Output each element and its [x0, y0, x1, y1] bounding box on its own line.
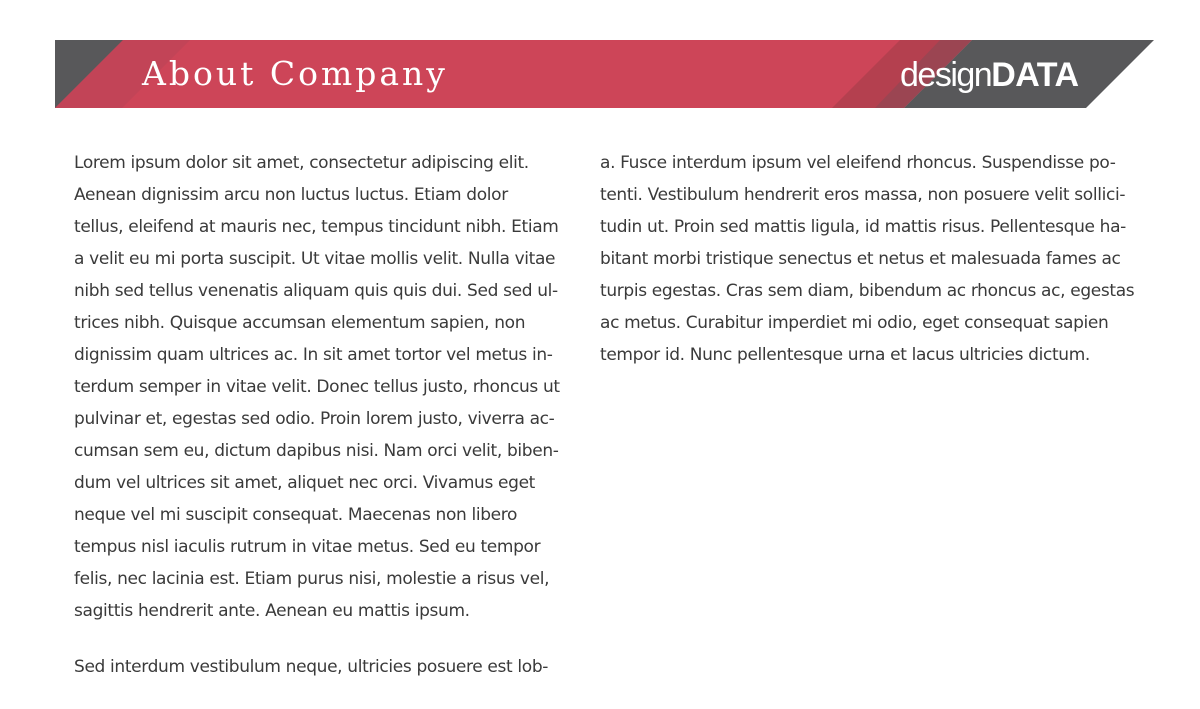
- text-line: sagittis hendrerit ante. Aenean eu mattis ipsum.: [74, 601, 470, 621]
- text-line: tempus nisl iaculis rutrum in vitae metus. Sed eu tempor: [74, 537, 541, 557]
- text-line: trices nibh. Quisque accumsan elementum sapien, non: [74, 313, 526, 333]
- text-line: tenti. Vestibulum hendrerit eros massa, non posuere velit sollici-: [600, 185, 1126, 205]
- page-title: About Company: [142, 54, 448, 93]
- brand-logo: [900, 55, 1079, 95]
- text-line: felis, nec lacinia est. Etiam purus nisi, molestie a risus vel,: [74, 569, 550, 589]
- paragraph-gap: [74, 627, 574, 651]
- text-line: dum vel ultrices sit amet, aliquet nec orci. Vivamus eget: [74, 473, 535, 493]
- text-line: turpis egestas. Cras sem diam, bibendum ac rhoncus ac, egestas: [600, 281, 1135, 301]
- left-paragraph-2: [74, 651, 574, 683]
- text-line: tudin ut. Proin sed mattis ligula, id mattis risus. Pellentesque ha-: [600, 217, 1126, 237]
- text-line: a velit eu mi porta suscipit. Ut vitae mollis velit. Nulla vitae: [74, 249, 556, 269]
- header-banner: [55, 40, 1154, 108]
- text-line: bitant morbi tristique senectus et netus et malesuada fames ac: [600, 249, 1121, 269]
- text-line: nibh sed tellus venenatis aliquam quis quis dui. Sed sed ul-: [74, 281, 558, 301]
- text-line: a. Fusce interdum ipsum vel eleifend rhoncus. Suspendisse po-: [600, 153, 1116, 173]
- brand-logo-light-text: design: [900, 56, 992, 94]
- text-line: tellus, eleifend at mauris nec, tempus tincidunt nibh. Etiam: [74, 217, 559, 237]
- text-line: dignissim quam ultrices ac. In sit amet tortor vel metus in-: [74, 345, 553, 365]
- left-paragraph-1: [74, 147, 574, 627]
- text-line: cumsan sem eu, dictum dapibus nisi. Nam orci velit, biben-: [74, 441, 559, 461]
- brand-logo-bold-text: DATA: [991, 56, 1079, 94]
- text-line: neque vel mi suscipit consequat. Maecenas non libero: [74, 505, 518, 525]
- text-line: Lorem ipsum dolor sit amet, consectetur adipiscing elit.: [74, 153, 529, 173]
- text-line: pulvinar et, egestas sed odio. Proin lorem justo, viverra ac-: [74, 409, 555, 429]
- text-line: terdum semper in vitae velit. Donec tellus justo, rhoncus ut: [74, 377, 560, 397]
- right-column: [600, 147, 1145, 371]
- text-line: Sed interdum vestibulum neque, ultricies posuere est lob-: [74, 657, 549, 677]
- right-paragraph-1: [600, 147, 1145, 371]
- text-line: ac metus. Curabitur imperdiet mi odio, eget consequat sapien: [600, 313, 1109, 333]
- text-line: Aenean dignissim arcu non luctus luctus. Etiam dolor: [74, 185, 508, 205]
- left-column: [74, 147, 574, 683]
- text-line: tempor id. Nunc pellentesque urna et lacus ultricies dictum.: [600, 345, 1090, 365]
